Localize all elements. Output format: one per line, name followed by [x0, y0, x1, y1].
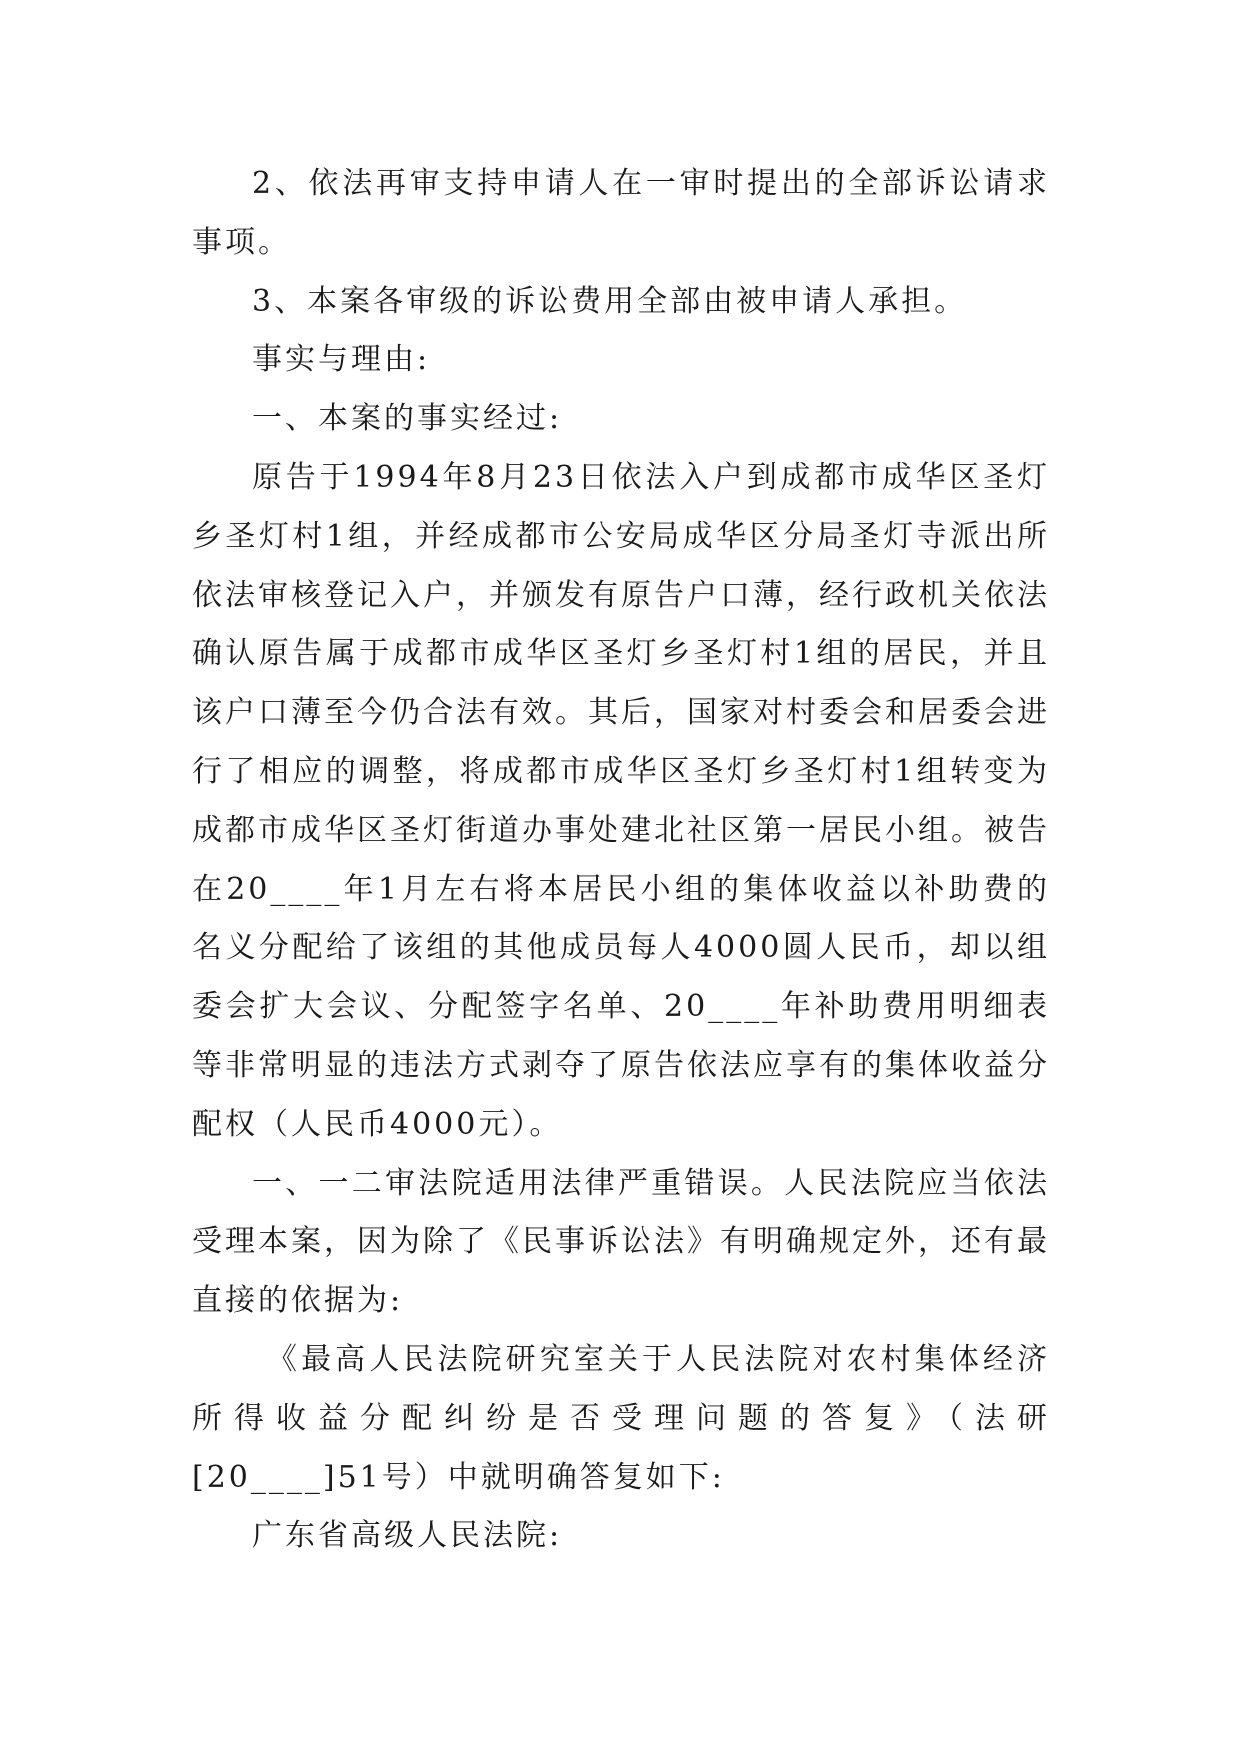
- case-facts-paragraph: 原告于1994年8月23日依法入户到成都市成华区圣灯乡圣灯村1组，并经成都市公安局成华区分局圣灯寺派出所依法审核登记入户，并颁发有原告户口薄，经行政机关依法确认原告属于成都市成华区圣灯乡圣灯村1组的居民，并且该户口薄至今仍合法有效。其后，国家对村委会和居委会进行了相应的调整，将成都市成华区圣灯乡圣灯村1组转变为成都市成华区圣灯街道办事处建北社区第一居民小组。被告在20____年1月左右将本居民小组的集体收益以补助费的名义分配给了该组的其他成员每人4000圆人民币，却以组委会扩大会议、分配签字名单、20____年补助费用明细表等非常明显的违法方式剥夺了原告依法应享有的集体收益分配权（人民币4000元）。: [192, 459, 1050, 1142]
- legal-error-paragraph: 一、一二审法院适用法律严重错误。人民法院应当依法受理本案，因为除了《民事诉讼法》有明确规定外，还有最直接的依据为:: [192, 1165, 1050, 1319]
- facts-reasons-heading: 事实与理由:: [252, 342, 431, 378]
- request-item-3: 3、本案各审级的诉讼费用全部由被申请人承担。: [252, 283, 968, 319]
- case-facts-heading: 一、本案的事实经过:: [252, 401, 563, 437]
- request-item-2: 2、依法再审支持申请人在一审时提出的全部诉讼请求事项。: [192, 166, 1050, 260]
- addressee-line: 广东省高级人民法院:: [252, 1518, 563, 1554]
- court-reply-citation: 《最高人民法院研究室关于人民法院对农村集体经济所得收益分配纠纷是否受理问题的答复》（法研[20____]51号）中就明确答复如下:: [192, 1341, 1050, 1495]
- document-body: [192, 155, 1050, 1566]
